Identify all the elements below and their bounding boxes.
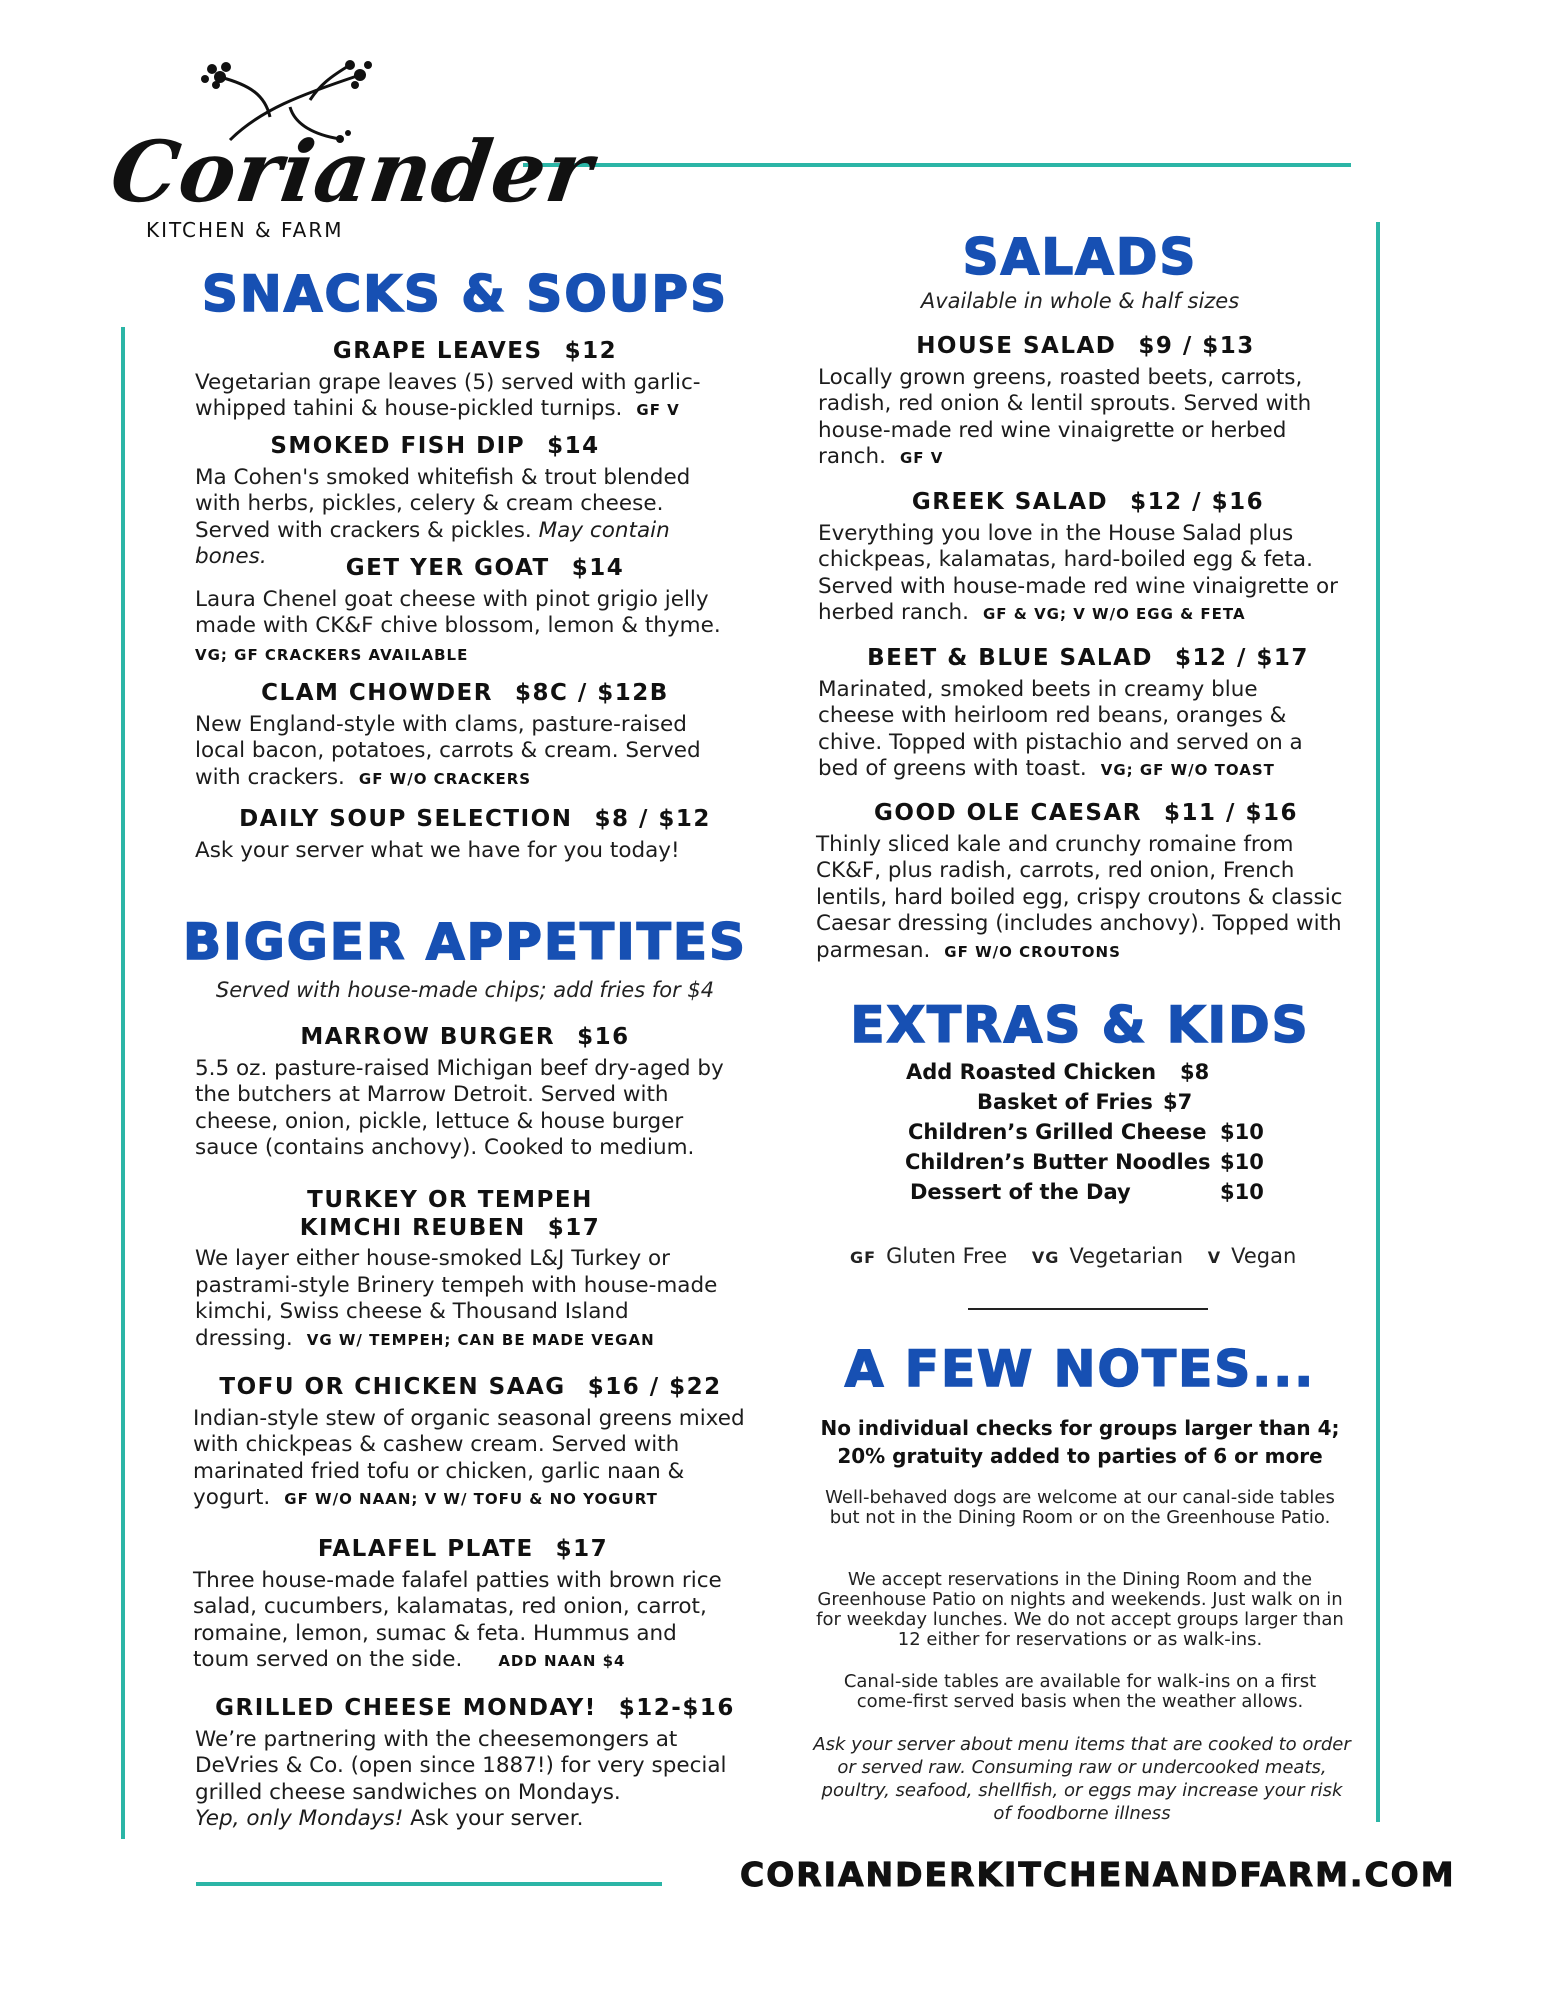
logo-subtitle: KITCHEN & FARM — [146, 218, 344, 242]
snacks-soups-heading: SNACKS & SOUPS — [201, 265, 729, 323]
item-heading — [195, 806, 755, 834]
raw-food-note: Ask your server about menu items that are cooked to order or served raw. Consuming raw or undercooked meats, poultry, seafood, shellfish, or eggs may increase your risk of foodborne illness — [813, 1734, 1351, 1824]
item-heading — [193, 1374, 748, 1402]
extras-item — [905, 1150, 1265, 1174]
dietary-tag: VG W/ TEMPEH; CAN BE MADE VEGAN — [306, 1330, 655, 1349]
website-url[interactable]: CORIANDERKITCHENANDFARM.COM — [740, 1855, 1456, 1894]
item-description — [193, 1568, 733, 1675]
legend-label: Vegan — [1231, 1244, 1297, 1268]
item-price: $17 — [547, 1214, 601, 1241]
item-heading — [195, 338, 755, 366]
item-price: $14 — [547, 433, 600, 459]
description-text: Laura Chenel goat cheese with pinot grigio jelly made with CK&F chive blossom, lemon & thyme. — [195, 586, 721, 639]
description-text: Locally grown greens, roasted beets, carrots, radish, red onion & lentil sprouts. Served with house-made red wine vinaigrette or herbed ranch. — [818, 364, 1312, 470]
item-heading — [818, 333, 1353, 361]
item-heading — [195, 1187, 735, 1242]
extras-item — [906, 1060, 1236, 1084]
left-divider-rule — [121, 327, 125, 1839]
extras-item-name: Dessert of the Day — [910, 1180, 1131, 1204]
description-text: Everything you love in the House Salad plus chickpeas, kalamatas, hard-boiled egg & feta. Served with house-made red wine vinaigrette or herbed ranch. — [818, 520, 1338, 626]
dietary-tag: VG; GF W/O TOAST — [1100, 761, 1275, 780]
extras-item-name: Children’s Butter Noodles — [905, 1150, 1211, 1174]
extras-item-price: $8 — [1180, 1060, 1210, 1084]
reservations-note: We accept reservations in the Dining Room and the Greenhouse Patio on nights and weekends. Just walk on in for weekday lunches. We do not accept groups larger than 12 either for reservations or as walk-ins. — [816, 1569, 1344, 1650]
notes-divider — [968, 1308, 1208, 1310]
group-policy-line: No individual checks for groups larger than 4; — [820, 1416, 1340, 1440]
item-description — [193, 1406, 748, 1513]
item-name: GRAPE LEAVES — [332, 338, 543, 364]
dietary-tag: GF V — [636, 401, 680, 420]
dietary-tag: GF W/O NAAN; V W/ TOFU & NO YOGURT — [284, 1490, 658, 1509]
item-price: $12 — [564, 338, 618, 364]
item-heading — [816, 800, 1356, 828]
dietary-tag: GF W/O CRACKERS — [358, 769, 532, 788]
bigger-appetites-subtitle: Served with house-made chips; add fries for $4 — [215, 978, 715, 1002]
item-price: $8 / $12 — [594, 806, 711, 832]
bigger-appetites-heading: BIGGER APPETITES — [183, 913, 747, 971]
item-name: CLAM CHOWDER — [261, 680, 493, 706]
item-description — [195, 1246, 735, 1353]
menu-item-smoked-fish-dip — [195, 433, 715, 571]
description-text: Marinated, smoked beets in creamy blue cheese with heirloom red beans, oranges & chive. Topped with pistachio and served on a bed of greens with toast. — [818, 676, 1303, 782]
legend-code: GF — [850, 1248, 877, 1267]
extras-item — [910, 1180, 1270, 1204]
description-text: Vegetarian grape leaves (5) served with garlic-whipped tahini & house-pickled turnips. — [195, 369, 701, 422]
item-description — [818, 365, 1353, 472]
item-price: $17 — [555, 1536, 609, 1562]
gratuity-policy-line: 20% gratuity added to parties of 6 or more — [837, 1444, 1323, 1468]
dietary-tag: GF V — [899, 449, 944, 468]
menu-item-house-salad — [818, 333, 1353, 472]
item-heading — [818, 489, 1358, 517]
salads-subtitle: Available in whole & half sizes — [920, 289, 1240, 313]
legend-code: VG — [1031, 1248, 1060, 1267]
item-name: BEET & BLUE SALAD — [867, 645, 1153, 671]
item-heading — [195, 680, 735, 708]
item-description — [195, 587, 740, 669]
description-text: We layer either house-smoked L&J Turkey or pastrami-style Brinery tempeh with house-made kimchi, Swiss cheese & Thousand Island dressing. — [195, 1246, 718, 1351]
dietary-legend — [850, 1244, 1330, 1268]
extras-item-price: $10 — [1220, 1150, 1264, 1174]
item-name: TOFU OR CHICKEN SAAG — [219, 1374, 566, 1400]
extras-item-name: Add Roasted Chicken — [906, 1060, 1157, 1084]
dogs-note: Well-behaved dogs are welcome at our canal-side tables but not in the Dining Room or on the Greenhouse Patio. — [825, 1487, 1335, 1528]
item-price: $11 / $16 — [1164, 800, 1298, 826]
menu-item-daily-soup — [195, 806, 755, 864]
menu-item-saag — [193, 1374, 748, 1513]
item-heading — [195, 555, 755, 583]
description-text: We’re partnering with the cheesemongers at DeVries & Co. (open since 1887!) for very special grilled cheese sandwiches on Mondays. — [195, 1726, 727, 1805]
item-name: GET YER GOAT — [345, 555, 550, 581]
item-name: GREEK SALAD — [911, 489, 1109, 515]
item-heading — [195, 1695, 755, 1723]
logo-wordmark: Coriander — [105, 122, 599, 221]
item-price: $16 / $22 — [587, 1374, 722, 1400]
description-text: Ask your server what we have for you today! — [195, 837, 680, 863]
extras-item-price: $10 — [1220, 1180, 1264, 1204]
legend-label: Gluten Free — [886, 1244, 1008, 1268]
description-note: May contain bones. — [195, 517, 670, 570]
item-description — [195, 838, 755, 865]
description-text: Ma Cohen's smoked whitefish & trout blended with herbs, pickles, celery & cream cheese. Served with crackers & pickles. — [195, 464, 691, 543]
extras-item — [908, 1120, 1268, 1144]
legend-code: V — [1207, 1248, 1222, 1267]
description-text: Indian-style stew of organic seasonal greens mixed with chickpeas & cashew cream. Served with marinated fried tofu or chicken, garlic naan & yogurt. — [193, 1405, 745, 1511]
item-name: TURKEY OR TEMPEH KIMCHI REUBEN — [299, 1187, 593, 1241]
extras-item-name: Basket of Fries — [977, 1090, 1153, 1114]
item-description — [195, 370, 755, 424]
group-policy — [810, 1414, 1350, 1470]
item-price: $14 — [571, 555, 625, 581]
description-tail: Ask your server. — [410, 1806, 584, 1832]
item-description — [818, 521, 1358, 628]
extras-kids-heading: EXTRAS & KIDS — [850, 996, 1310, 1054]
item-price: $9 / $13 — [1138, 333, 1255, 359]
dietary-tag: ADD NAAN $4 — [498, 1652, 626, 1671]
dietary-tag: GF W/O CROUTONS — [944, 942, 1121, 961]
item-description — [195, 712, 735, 793]
description-text: New England-style with clams, pasture-raised local bacon, potatoes, carrots & cream. Served with crackers. — [195, 711, 701, 790]
extras-item-price: $7 — [1163, 1090, 1193, 1114]
item-description — [195, 1727, 755, 1833]
item-name: FALAFEL PLATE — [317, 1536, 534, 1562]
description-text: Three house-made falafel patties with brown rice salad, cucumbers, kalamatas, red onion, carrot, romaine, lemon, sumac & feta. Hummus and toum served on the side. — [193, 1567, 722, 1673]
notes-heading: A FEW NOTES... — [844, 1340, 1316, 1398]
item-price: $12-$16 — [618, 1695, 735, 1721]
dietary-tag: VG; GF CRACKERS AVAILABLE — [195, 645, 469, 664]
item-name: HOUSE SALAD — [916, 333, 1117, 359]
canal-note: Canal-side tables are available for walk-ins on a first come-first served basis when the weather allows. — [843, 1671, 1317, 1712]
item-price: $8C / $12B — [514, 680, 669, 706]
top-divider-rule — [523, 163, 1351, 167]
item-heading — [195, 433, 715, 461]
item-description — [818, 677, 1338, 784]
menu-item-grilled-cheese-monday — [195, 1695, 755, 1833]
item-description — [816, 832, 1356, 966]
description-text: Thinly sliced kale and crunchy romaine from CK&F, plus radish, carrots, red onion, French lentils, hard boiled egg, crispy croutons & classic Caesar dressing (includes anchovy). Topped with parmesan. — [816, 831, 1343, 963]
item-name: MARROW BURGER — [300, 1024, 556, 1050]
item-name: GRILLED CHEESE MONDAY! — [215, 1695, 597, 1721]
menu-item-marrow-burger — [195, 1024, 735, 1162]
item-price: $12 / $16 — [1130, 489, 1265, 515]
item-name: SMOKED FISH DIP — [270, 433, 526, 459]
item-price: $16 — [577, 1024, 630, 1050]
menu-item-beet-blue-salad — [818, 645, 1338, 784]
item-name: DAILY SOUP SELECTION — [239, 806, 573, 832]
extras-item-price: $10 — [1220, 1120, 1264, 1144]
bottom-divider-rule — [196, 1882, 662, 1886]
menu-item-clam-chowder — [195, 680, 735, 792]
salads-heading: SALADS — [962, 228, 1198, 286]
item-description — [195, 1056, 735, 1162]
menu-item-get-yer-goat — [195, 555, 755, 668]
menu-item-greek-salad — [818, 489, 1358, 628]
extras-item-name: Children’s Grilled Cheese — [908, 1120, 1207, 1144]
menu-item-falafel-plate — [193, 1536, 733, 1675]
menu-item-caesar — [816, 800, 1356, 965]
menu-item-kimchi-reuben — [195, 1187, 735, 1353]
item-heading — [195, 1024, 735, 1052]
dietary-tag: GF & VG; V W/O EGG & FETA — [982, 605, 1246, 624]
item-name: GOOD OLE CAESAR — [874, 800, 1143, 826]
menu-item-grape-leaves — [195, 338, 755, 424]
description-text: 5.5 oz. pasture-raised Michigan beef dry-aged by the butchers at Marrow Detroit. Served with cheese, onion, pickle, lettuce & house burger sauce (contains anchovy). Cooked to medium. — [195, 1055, 724, 1161]
legend-label: Vegetarian — [1069, 1244, 1184, 1268]
item-price: $12 / $17 — [1174, 645, 1309, 671]
right-divider-rule — [1376, 222, 1380, 1822]
item-heading — [818, 645, 1338, 673]
extras-item — [977, 1090, 1237, 1114]
item-heading — [193, 1536, 733, 1564]
description-note: Yep, only Mondays! — [195, 1806, 404, 1832]
